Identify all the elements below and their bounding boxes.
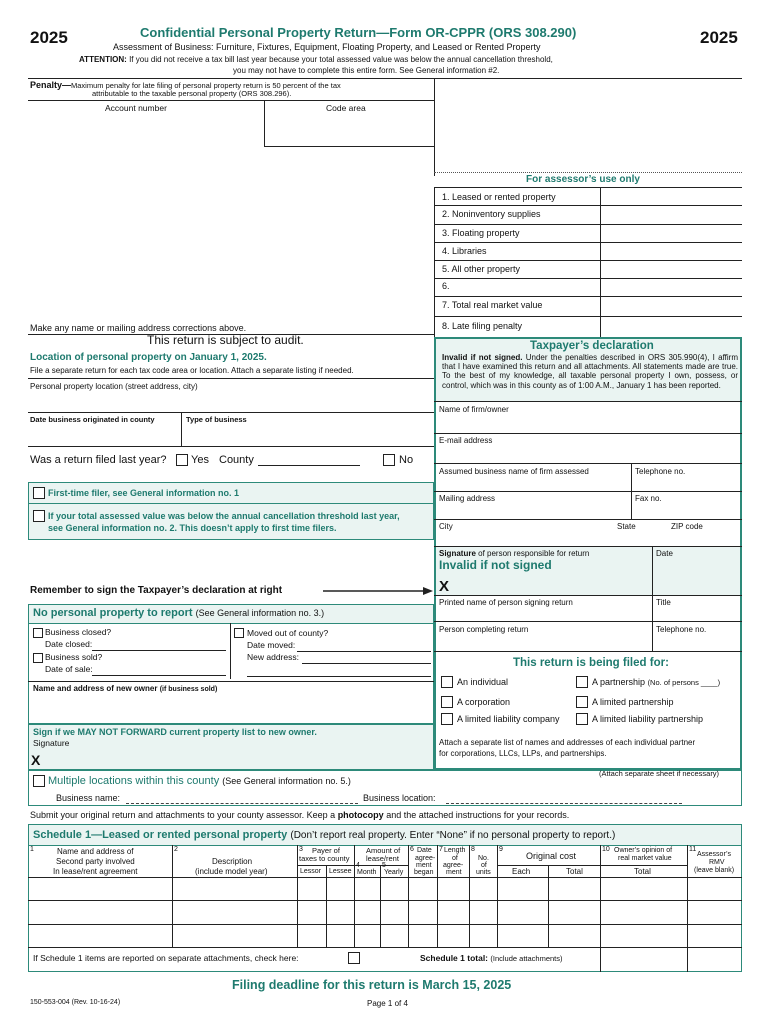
filed-for-title: This return is being filed for: <box>513 657 669 669</box>
business-closed-label: Business closed? <box>45 627 112 637</box>
col5-yearly: Yearly <box>384 869 404 876</box>
col9-each: Each <box>512 867 531 876</box>
business-sold-checkbox[interactable] <box>33 653 43 663</box>
col3-line-2: taxes to county <box>299 854 350 863</box>
prior-no-label: No <box>399 454 414 466</box>
col8-line-2: of <box>481 862 487 869</box>
new-owner-line <box>33 684 217 694</box>
new-owner-field[interactable] <box>30 694 432 722</box>
first-time-checkbox[interactable] <box>33 487 45 499</box>
individual-checkbox[interactable] <box>441 676 453 688</box>
col9-total: Total <box>566 867 583 876</box>
col8-line-3: units <box>476 869 491 876</box>
col7-line-4: ment <box>446 869 462 876</box>
form-title: Confidential Personal Property Return—Form OR-CPPR (ORS 308.290) <box>140 25 577 40</box>
corporation-label: A corporation <box>457 697 511 707</box>
penalty-text-1: Maximum penalty for late filing of personal property return is 50 percent of the tax <box>71 81 341 90</box>
taxpayer-signature-field[interactable] <box>456 578 646 594</box>
new-owner-note: (if business sold) <box>159 686 218 693</box>
table-row[interactable] <box>29 925 741 947</box>
code-area-label: Code area <box>326 103 366 113</box>
col7-line-3: agree- <box>443 862 464 869</box>
assessor-row-1: 1. Leased or rented property <box>442 192 556 202</box>
signature-date-field[interactable] <box>654 560 740 594</box>
schedule-total-field[interactable] <box>601 948 687 971</box>
assessor-row-2: 2. Noninventory supplies <box>442 209 541 219</box>
prior-county-label: County <box>219 454 254 466</box>
schedule-note: (Don’t report real property. Enter “None” if no personal property to report.) <box>290 830 616 841</box>
col7-line-1: Length <box>444 847 466 854</box>
new-owner-label: Name and address of new owner <box>33 684 158 693</box>
schedule-attach-note: If Schedule 1 items are reported on separate attachments, check here: <box>33 953 299 963</box>
new-address-input-2[interactable] <box>247 676 431 677</box>
col1-line-1: Name and address of <box>57 847 134 856</box>
business-closed-checkbox[interactable] <box>33 628 43 638</box>
submit-text-pre: Submit your original return and attachments to your county assessor. Keep a <box>30 810 336 820</box>
col5-num: 5 <box>382 862 386 869</box>
business-sold-label: Business sold? <box>45 652 103 662</box>
declaration-text-5: as of 1:00 A.M., January 1 has been reported. <box>558 380 721 390</box>
schedule-attach-checkbox[interactable] <box>348 952 360 964</box>
invalid-if-not-signed: Invalid if not signed <box>439 558 552 572</box>
forward-note: Sign if we MAY NOT FORWARD current property list to new owner. <box>33 727 317 737</box>
date-sale-label: Date of sale: <box>45 664 93 674</box>
title-label: Title <box>656 598 671 607</box>
first-time-label: First-time filer, see General information no. 1 <box>48 488 240 498</box>
col10-line-2: real market value <box>618 855 672 862</box>
col6-line-1: Date <box>417 847 432 854</box>
no-personal-title: No personal property to report <box>33 607 193 619</box>
col9-title: Original cost <box>526 851 577 861</box>
llc-label: A limited liability company <box>457 714 560 724</box>
prior-no-checkbox[interactable] <box>383 454 395 466</box>
col6-line-2: agree- <box>415 855 436 862</box>
col6-line-4: began <box>414 869 434 876</box>
submit-text-post: and the attached instructions for your records. <box>386 810 570 820</box>
col2-line-1: Description <box>212 857 253 866</box>
fax-label: Fax no. <box>635 494 662 503</box>
col2-line-2: (include model year) <box>195 867 268 876</box>
assessor-row-8: 8. Late filing penalty <box>442 321 523 331</box>
email-field[interactable] <box>436 446 740 462</box>
below-threshold-checkbox[interactable] <box>33 510 45 522</box>
col11-line-3: (leave blank) <box>694 867 735 874</box>
firm-field[interactable] <box>436 415 740 431</box>
col11-num: 11 <box>689 846 697 853</box>
col1-line-3: In lease/rent agreement <box>53 867 138 876</box>
declaration-text-1: Under the penalties described in ORS 305.990(4), <box>525 353 710 362</box>
remember-sign-note: Remember to sign the Taxpayer’s declaration at right <box>30 585 283 596</box>
attention-text: If you did not receive a tax bill last year because your total assessed value was below the annual cancellation threshold, <box>129 55 553 64</box>
moved-county-label: Moved out of county? <box>247 628 329 638</box>
col9-num: 9 <box>499 846 503 853</box>
col10-total: Total <box>634 867 651 876</box>
corporation-checkbox[interactable] <box>441 696 453 708</box>
partnership-label: A partnership <box>592 677 646 687</box>
col7-num: 7 <box>439 846 443 853</box>
attention-text-2: you may not have to complete this entire form. See General information #2. <box>233 66 500 75</box>
new-address-input[interactable] <box>302 663 431 664</box>
business-name-label: Business name: <box>56 793 121 803</box>
individual-label: An individual <box>457 677 509 687</box>
location-title: Location of personal property on January 1, 2025. <box>30 352 267 363</box>
declaration-title: Taxpayer’s declaration <box>530 340 654 352</box>
assessor-row-3: 3. Floating property <box>442 228 520 238</box>
submit-note <box>30 810 569 820</box>
llp-checkbox[interactable] <box>576 713 588 725</box>
printed-name-label: Printed name of person signing return <box>439 598 573 607</box>
col1-line-2: Second party involved <box>56 857 135 866</box>
col2-num: 2 <box>174 846 178 853</box>
account-number-label: Account number <box>105 103 167 113</box>
city-label: City <box>439 522 453 531</box>
col4-num: 4 <box>356 862 360 869</box>
col11-line-2: RMV <box>709 859 725 866</box>
state-label: State <box>617 522 636 531</box>
form-id: 150-553-004 (Rev. 10-16-24) <box>30 999 121 1006</box>
assessor-row-5: 5. All other property <box>442 264 521 274</box>
col6-num: 6 <box>410 846 414 853</box>
assessor-row-6: 6. <box>442 281 450 291</box>
attach-sheet-note: (Attach separate sheet if necessary) <box>599 769 720 778</box>
prior-return-question: Was a return filed last year? <box>30 454 167 466</box>
partnership-note: (No. of persons ____) <box>647 678 721 687</box>
date-label: Date <box>656 549 673 558</box>
assessor-row-7: 7. Total real market value <box>442 300 543 310</box>
signature-bold: Signature <box>439 549 476 558</box>
zip-label: ZIP code <box>671 522 703 531</box>
date-sale-input[interactable] <box>92 675 226 676</box>
col45-title-2: lease/rent <box>366 854 399 863</box>
multiple-locations-checkbox[interactable] <box>33 775 45 787</box>
no-personal-note: (See General information no. 3.) <box>195 608 325 618</box>
attention-label: ATTENTION: <box>79 55 127 64</box>
multiple-locations-label: Multiple locations within this county <box>48 775 220 787</box>
date-moved-input[interactable] <box>297 651 431 652</box>
assumed-name-label: Assumed business name of firm assessed <box>439 467 589 476</box>
date-moved-label: Date moved: <box>247 640 296 650</box>
llp-label: A limited liability partnership <box>592 714 704 724</box>
penalty-label: Penalty— <box>30 80 72 90</box>
code-area-field[interactable] <box>265 112 433 144</box>
year-right: 2025 <box>700 28 738 47</box>
col8-line-1: No. <box>478 855 489 862</box>
below-threshold-line-1: If your total assessed value was below the annual cancellation threshold last year, <box>48 511 400 521</box>
declaration-text-3: statements made are true. To the best of my knowledge, all taxable <box>442 362 738 381</box>
prior-county-input[interactable] <box>258 465 360 466</box>
business-name-input[interactable] <box>126 803 358 804</box>
business-location-label: Business location: <box>363 793 436 803</box>
multiple-locations-line <box>48 775 351 788</box>
schedule-total-label: Schedule 1 total: <box>420 953 489 963</box>
firm-label: Name of firm/owner <box>439 405 509 414</box>
form-subtitle: Assessment of Business: Furniture, Fixtures, Equipment, Floating Property, and Leased or Rented Property <box>113 42 541 52</box>
schedule-total-note: (Include attachments) <box>490 954 563 963</box>
audit-note: This return is subject to audit. <box>147 333 304 347</box>
signature-text: of person responsible for return <box>478 549 590 558</box>
attention-line <box>79 55 553 64</box>
location-field[interactable] <box>28 392 434 410</box>
declaration-text-4: personal property I own, possess, or control, which was in this county <box>442 371 738 390</box>
col3-lessee: Lessee <box>329 868 352 875</box>
llc-checkbox[interactable] <box>441 713 453 725</box>
declaration-text <box>442 353 738 390</box>
business-location-input[interactable] <box>446 803 682 804</box>
table-row[interactable] <box>29 878 741 900</box>
col6-line-3: ment <box>416 862 432 869</box>
schedule-header <box>33 829 615 842</box>
col3-line-1: Payer of <box>312 846 340 855</box>
declaration-text-2: I affirm that I have examined this return and all attachments. All <box>442 353 738 372</box>
location-subtitle: File a separate return for each tax code area or location. Attach a separate listing if needed. <box>30 366 354 375</box>
new-address-label: New address: <box>247 652 299 662</box>
col4-month: Month <box>357 869 377 876</box>
assessor-row-4: 4. Libraries <box>442 246 487 256</box>
schedule-total-line <box>420 954 563 964</box>
signature-line-label <box>439 549 589 558</box>
date-closed-label: Date closed: <box>45 639 93 649</box>
below-threshold-line-2: see General information no. 2. This doesn’t apply to first time filers. <box>48 523 337 533</box>
corrections-note: Make any name or mailing address corrections above. <box>30 323 247 333</box>
attach-list-line-2: for corporations, LLCs, LLPs, and partnerships. <box>439 749 607 758</box>
schedule-title: Schedule 1—Leased or rented personal property <box>33 829 288 841</box>
person-completing-label: Person completing return <box>439 625 529 634</box>
date-originated-label: Date business originated in county <box>30 415 155 424</box>
year-left: 2025 <box>30 28 68 47</box>
col3-num: 3 <box>299 846 303 853</box>
forward-signature-label: Signature <box>33 738 70 748</box>
col10-line-1: Owner’s opinion of <box>614 847 673 854</box>
type-business-label: Type of business <box>186 415 247 424</box>
prior-yes-checkbox[interactable] <box>176 454 188 466</box>
attach-list-line-1: Attach a separate list of names and addresses of each individual partner <box>439 738 696 747</box>
submit-bold: photocopy <box>337 810 384 820</box>
col3-lessor: Lessor <box>300 868 322 875</box>
page-number: Page 1 of 4 <box>367 999 408 1008</box>
signature-x: X <box>439 578 450 595</box>
ltd-partnership-checkbox[interactable] <box>576 696 588 708</box>
no-personal-line <box>33 607 324 620</box>
col7-line-2: of <box>452 855 458 862</box>
filing-deadline: Filing deadline for this return is March 15, 2025 <box>232 978 512 992</box>
partnership-checkbox[interactable] <box>576 676 588 688</box>
email-label: E-mail address <box>439 436 493 445</box>
location-field-label: Personal property location (street address, city) <box>30 382 198 391</box>
col10-num: 10 <box>602 846 610 853</box>
date-closed-input[interactable] <box>92 650 226 651</box>
prior-yes-label: Yes <box>191 454 209 466</box>
penalty-text-2: attributable to the taxable personal property (ORS 308.296). <box>92 89 292 98</box>
assessor-title: For assessor’s use only <box>526 174 640 185</box>
multiple-locations-note: (See General information no. 5.) <box>222 776 351 786</box>
col1-num: 1 <box>30 846 34 853</box>
forward-signature-field[interactable] <box>48 752 428 768</box>
table-row[interactable] <box>29 901 741 924</box>
partnership-line <box>592 677 720 688</box>
ltd-partnership-label: A limited partnership <box>592 697 674 707</box>
telephone-2-label: Telephone no. <box>656 625 707 634</box>
arrow-right-icon <box>323 586 433 596</box>
col8-num: 8 <box>471 846 475 853</box>
telephone-label: Telephone no. <box>635 467 686 476</box>
forward-signature-x: X <box>31 752 41 768</box>
col11-line-1: Assessor’s <box>697 851 731 858</box>
declaration-invalid-bold: Invalid if not signed. <box>442 353 523 362</box>
account-number-field[interactable] <box>28 100 264 140</box>
col45-title-1: Amount of <box>366 846 401 855</box>
moved-county-checkbox[interactable] <box>234 628 244 638</box>
mailing-address-label: Mailing address <box>439 494 496 503</box>
